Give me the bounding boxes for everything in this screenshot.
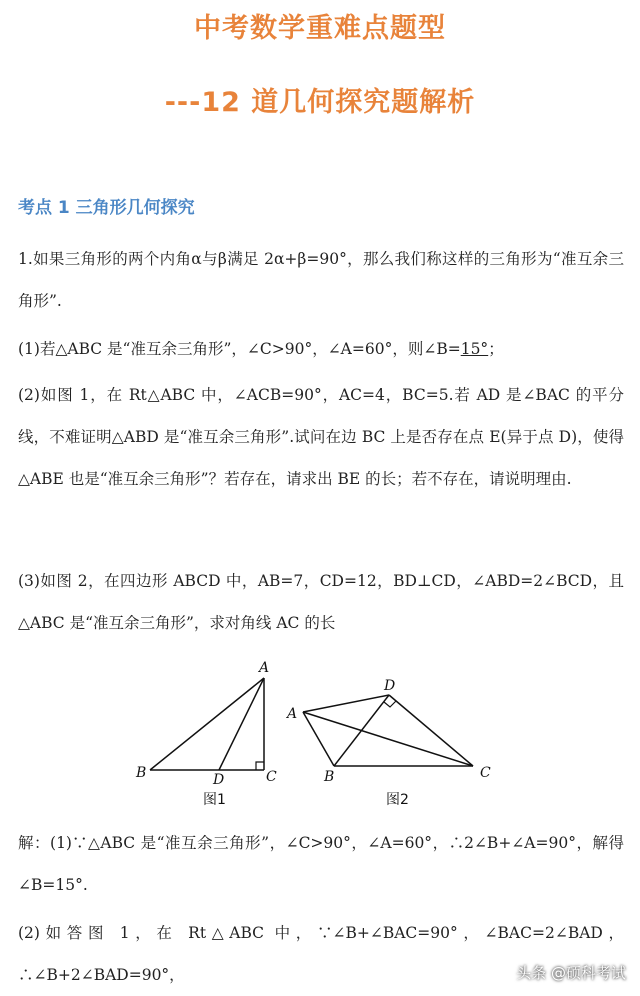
figure-2-caption: 图2 bbox=[386, 792, 409, 808]
figure-2 bbox=[285, 678, 491, 808]
fig1-label-b: B bbox=[136, 765, 147, 781]
fig2-label-b: B bbox=[324, 769, 335, 785]
question-1 bbox=[18, 328, 624, 370]
watermark: 头条 @硕科考试 bbox=[516, 964, 626, 982]
section-heading: 考点 1 三角形几何探究 bbox=[18, 198, 195, 218]
question-1-answer: 15° bbox=[460, 340, 489, 358]
fig2-label-d: D bbox=[384, 678, 396, 694]
question-1-end: ； bbox=[488, 340, 504, 358]
solution-2: (2)如答图 1，在 Rt△ABC 中，∵∠B+∠BAC=90°，∠BAC=2∠BAD，∴∠B+2∠BAD=90°， bbox=[18, 924, 624, 984]
title-line-2: ---12 道几何探究题解析 bbox=[164, 87, 476, 118]
fig1-label-a: A bbox=[259, 660, 270, 676]
question-2: (2)如图 1，在 Rt△ABC 中，∠ACB=90°，AC=4，BC=5.若 AD 是∠BAC 的平分线，不难证明△ABD 是“准互余三角形”.试问在边 BC 上是否存在点 E(异于点 D)，使得△ABE 也是“准互余三角形”？若存在，请求出 BE 的长；若不存在，请说明理由. bbox=[18, 386, 624, 488]
question-1-text: (1)若△ABC 是“准互余三角形”，∠C>90°，∠A=60°，则∠B= bbox=[18, 340, 461, 358]
fig2-label-c: C bbox=[480, 765, 491, 781]
fig2-label-a: A bbox=[287, 706, 298, 722]
question-3: (3)如图 2，在四边形 ABCD 中，AB=7，CD=12，BD⊥CD，∠ABD=2∠BCD，且△ABC 是“准互余三角形”，求对角线 AC 的长 bbox=[18, 572, 624, 632]
figure-1-caption: 图1 bbox=[203, 792, 226, 808]
problem-intro: 1.如果三角形的两个内角α与β满足 2α+β=90°，那么我们称这样的三角形为“准互余三角形”. bbox=[18, 250, 624, 310]
fig1-label-d: D bbox=[213, 772, 225, 788]
figure-1 bbox=[135, 660, 277, 808]
geometry-figures bbox=[0, 650, 640, 820]
solution-1: 解：(1)∵△ABC 是“准互余三角形”，∠C>90°，∠A=60°，∴2∠B+∠A=90°，解得∠B=15°. bbox=[18, 834, 624, 894]
title-line-1: 中考数学重难点题型 bbox=[194, 13, 446, 44]
fig1-label-c: C bbox=[266, 769, 277, 785]
